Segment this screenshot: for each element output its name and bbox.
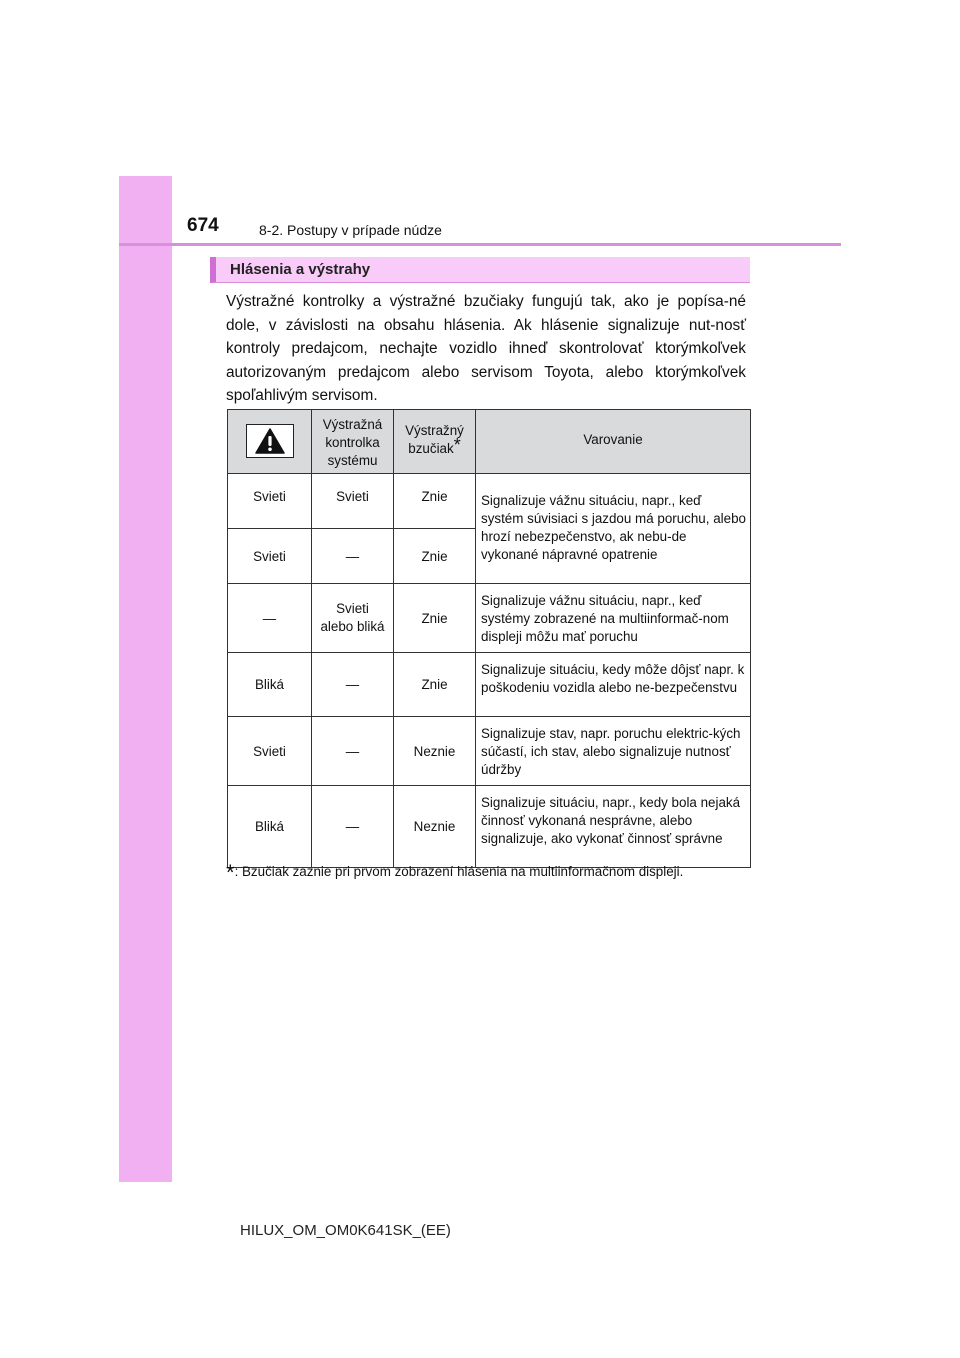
table-cell: — — [312, 786, 394, 868]
table-cell: Svieti — [312, 474, 394, 529]
header-text-line: Výstražný — [405, 423, 464, 438]
warning-description: Signalizuje situáciu, kedy môže dôjsť napr. k poškodeniu vozidla alebo ne-bezpečenstvu — [476, 653, 751, 717]
page-number: 674 — [187, 215, 219, 236]
table-cell: Znie — [394, 529, 476, 584]
table-row — [228, 653, 751, 717]
table-cell: Bliká — [228, 653, 312, 717]
header-master-warning-light — [312, 410, 394, 474]
header-warning-buzzer — [394, 410, 476, 474]
warning-triangle-icon — [246, 424, 294, 458]
table-cell: — — [312, 717, 394, 786]
warning-description: Signalizuje situáciu, napr., kedy bola nejaká činnosť vykonaná nesprávne, alebo signalizuje, ako vykonať činnosť správne — [476, 786, 751, 868]
cell-text-line: alebo bliká — [320, 619, 385, 634]
table-row — [228, 717, 751, 786]
table-cell: Svieti — [228, 529, 312, 584]
section-title: 8-2. Postupy v prípade núdze — [259, 222, 442, 238]
table-cell: — — [312, 529, 394, 584]
table-cell — [312, 584, 394, 653]
header-buzzer-word: bzučiak — [408, 441, 454, 456]
header-icon-cell — [228, 410, 312, 474]
table-cell: Neznie — [394, 786, 476, 868]
subsection-title: Hlásenia a výstrahy — [230, 261, 371, 278]
footnote — [226, 860, 683, 886]
table-cell: — — [228, 584, 312, 653]
header-text-line: Výstražná — [322, 417, 383, 432]
table-row — [228, 584, 751, 653]
chapter-sidebar-tab — [119, 176, 172, 1182]
warning-description: Signalizuje vážnu situáciu, napr., keď systém súvisiaci s jazdou má poruchu, alebo hrozí nebezpečenstvo, ak nebu-de vykonané nápravné opatrenie — [476, 474, 751, 584]
warning-description: Signalizuje stav, napr. poruchu elektric-kých súčastí, ich stav, alebo signalizuje nutnosť údržby — [476, 717, 751, 786]
table-row — [228, 474, 751, 529]
warning-description: Signalizuje vážnu situáciu, napr., keď systémy zobrazené na multiinformač-nom displeji môžu mať poruchu — [476, 584, 751, 653]
warning-table — [227, 409, 751, 868]
table-cell: — — [312, 653, 394, 717]
table-header-row — [228, 410, 751, 474]
document-code: HILUX_OM_OM0K641SK_(EE) — [240, 1222, 451, 1239]
header-warning — [476, 410, 751, 474]
header-text-line: Varovanie — [583, 432, 643, 447]
header-text-line: kontrolka — [325, 435, 380, 450]
cell-text-line: Svieti — [336, 601, 369, 616]
footnote-text: : Bzučiak zaznie pri prvom zobrazení hlásenia na multiinformačnom displeji. — [234, 864, 684, 879]
header-text-line — [394, 435, 475, 458]
footnote-marker: * — [226, 860, 235, 885]
footnote-marker: * — [453, 435, 461, 455]
table-cell: Znie — [394, 653, 476, 717]
intro-paragraph: Výstražné kontrolky a výstražné bzučiaky fungujú tak, ako je popísa-né dole, v závislosti na obsahu hlásenia. Ak hlásenie signalizuje nut-nosť kontroly predajcom, nechajte vozidlo ihneď skontrolovať ktorýmkoľvek autorizovaným predajcom alebo servisom Toyota, alebo ktorýmkoľvek spoľahlivým servisom. — [226, 293, 746, 405]
table-cell: Svieti — [228, 474, 312, 529]
table-row — [228, 786, 751, 868]
table-cell: Znie — [394, 584, 476, 653]
subsection-heading-bar — [210, 257, 750, 283]
header-rule — [119, 243, 841, 246]
table-cell: Znie — [394, 474, 476, 529]
table-cell: Bliká — [228, 786, 312, 868]
table-cell: Neznie — [394, 717, 476, 786]
header-text-line: systému — [327, 453, 378, 468]
table-cell: Svieti — [228, 717, 312, 786]
